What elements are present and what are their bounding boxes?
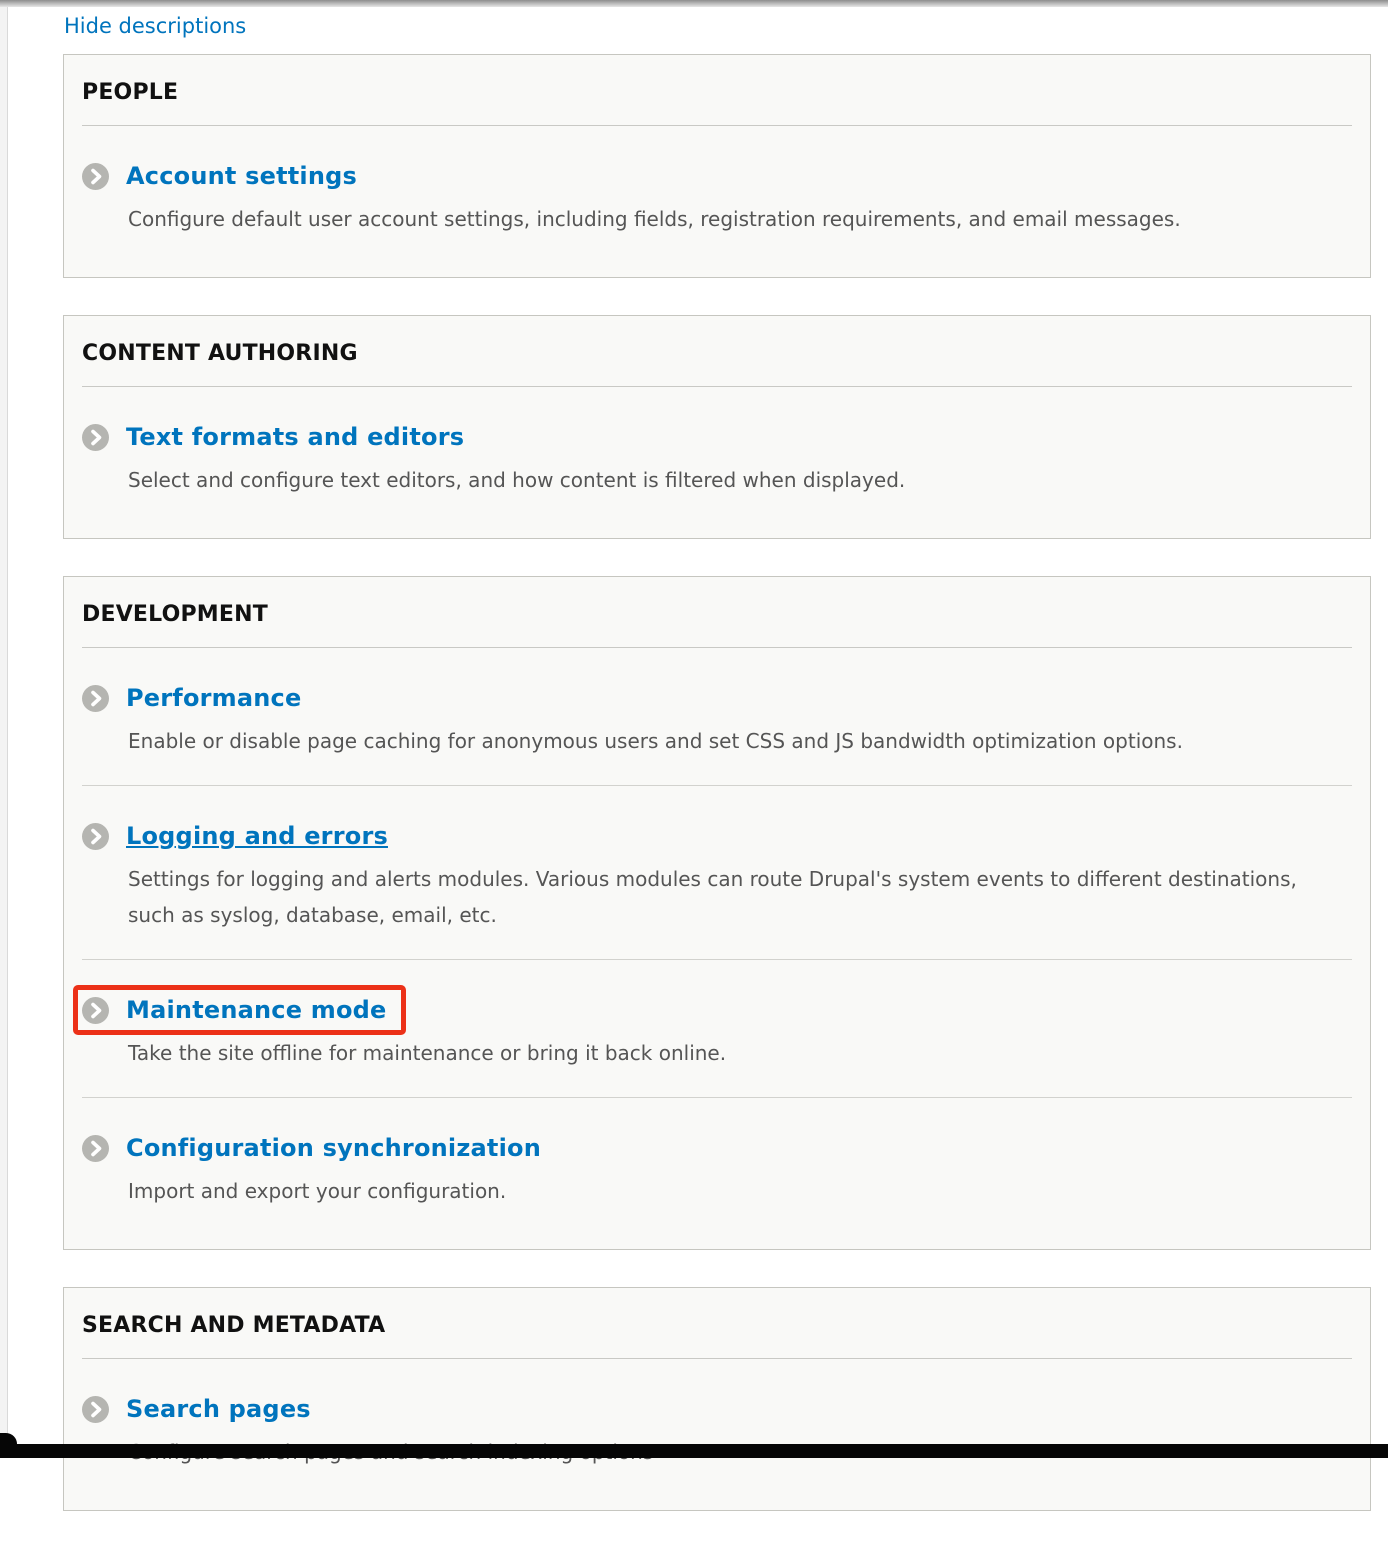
item-description: Enable or disable page caching for anonymous users and set CSS and JS bandwidth optimization options. [128,729,1183,753]
search-pages-link[interactable]: Search pages [126,1395,311,1423]
item-description: Settings for logging and alerts modules. Various modules can route Drupal's system events to different destinations, such as syslog, database, email, etc. [128,867,1297,927]
hide-descriptions-link[interactable]: Hide descriptions [64,14,247,38]
chevron-right-icon [82,685,109,712]
section-title-people: PEOPLE [82,55,1352,126]
chevron-right-icon [82,1135,109,1162]
chevron-right-icon [82,163,109,190]
section-title-development: DEVELOPMENT [82,577,1352,648]
config-item-performance [82,648,1352,785]
item-title-row [82,684,1352,713]
config-item-text-formats [82,387,1352,538]
account-settings-link[interactable]: Account settings [126,162,358,190]
item-description: Select and configure text editors, and how content is filtered when displayed. [128,468,906,492]
section-content-authoring [63,315,1371,539]
config-item-configuration-synchronization [82,1097,1352,1249]
item-title-row [82,1395,1352,1424]
section-development [63,576,1371,1250]
item-title-row [82,996,1352,1025]
configuration-content [63,10,1371,1548]
window-top-edge [0,0,1388,7]
section-search-and-metadata [63,1287,1371,1511]
chevron-right-icon [82,1396,109,1423]
item-title-row [82,822,1352,851]
screen-bottom-bar [0,1444,1388,1458]
text-formats-and-editors-link[interactable]: Text formats and editors [126,423,465,451]
item-title-row [82,423,1352,452]
chevron-right-icon [82,424,109,451]
config-item-account-settings [82,126,1352,277]
config-item-maintenance-mode [82,959,1352,1097]
maintenance-mode-link[interactable]: Maintenance mode [126,996,387,1024]
item-description: Import and export your configuration. [128,1179,507,1203]
section-people [63,54,1371,278]
item-title-row [82,162,1352,191]
chevron-right-icon [82,823,109,850]
item-description: Configure default user account settings, including fields, registration requirements, and email messages. [128,207,1181,231]
config-item-logging-and-errors [82,785,1352,959]
section-title-search-and-metadata: SEARCH AND METADATA [82,1288,1352,1359]
logging-and-errors-link[interactable]: Logging and errors [126,822,388,850]
chevron-right-icon [82,997,109,1024]
config-item-search-pages [82,1359,1352,1510]
performance-link[interactable]: Performance [126,684,302,712]
item-description: Take the site offline for maintenance or bring it back online. [128,1041,727,1065]
section-title-content-authoring: CONTENT AUTHORING [82,316,1352,387]
item-title-row [82,1134,1352,1163]
window-left-edge [0,7,8,1458]
configuration-synchronization-link[interactable]: Configuration synchronization [126,1134,541,1162]
